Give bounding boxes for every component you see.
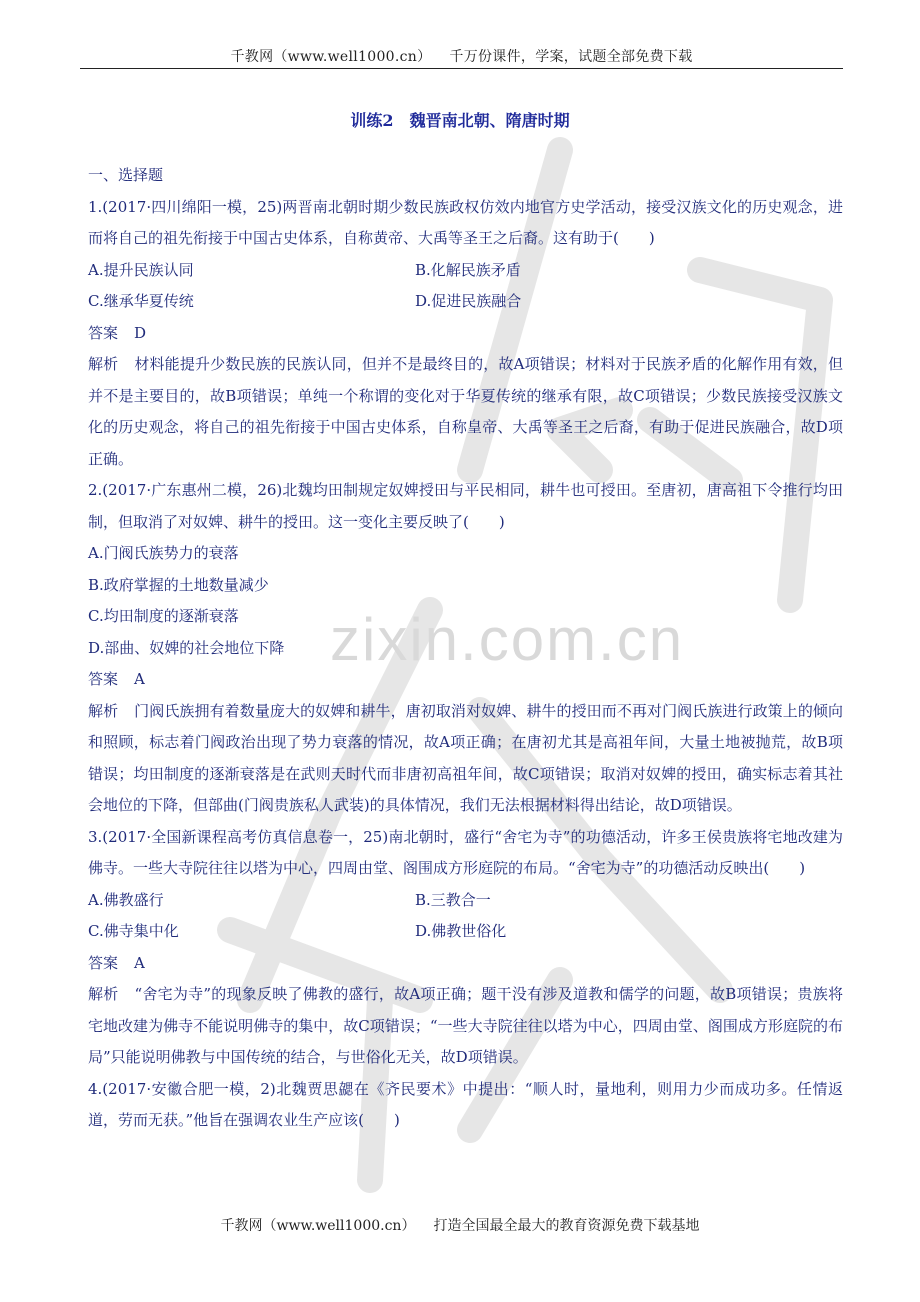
option: A.门阀氏族势力的衰落 xyxy=(88,544,239,562)
option-row xyxy=(88,255,843,287)
page-title xyxy=(0,108,920,131)
analysis-text: “舍宅为寺”的现象反映了佛教的盛行，故A项正确；题干没有涉及道教和儒学的问题，故B项错误；贵族将宅地改建为佛寺不能说明佛寺的集中，故C项错误；“一些大寺院往往以塔为中心，四周由堂、阁围成方形庭院的布局”只能说明佛教与中国传统的结合，与世俗化无关，故D项错误。 xyxy=(88,985,843,1066)
footer-site: 千教网（www.well1000.cn） xyxy=(220,1218,416,1234)
option: A.佛教盛行 xyxy=(88,890,164,909)
answer-value: A xyxy=(134,953,145,972)
option: C.佛寺集中化 xyxy=(88,922,179,940)
option-row xyxy=(88,916,843,948)
header-tagline: 千万份课件，学案，试题全部免费下载 xyxy=(449,49,693,65)
option: D.促进民族融合 xyxy=(415,292,522,310)
option: A.提升民族认同 xyxy=(88,260,194,279)
page-footer xyxy=(0,1215,920,1235)
analysis xyxy=(88,979,843,1074)
answer-label: 答案 xyxy=(88,323,119,342)
analysis-label: 解析 xyxy=(88,985,119,1003)
option-row xyxy=(88,885,843,917)
analysis-label: 解析 xyxy=(88,355,119,373)
analysis-label: 解析 xyxy=(88,701,119,720)
title-label: 训练2 xyxy=(350,111,394,130)
question-stem: 4.(2017·安徽合肥一模，2)北魏贾思勰在《齐民要术》中提出：“顺人时，量地利，则用力少而成功多。任情返道，劳而无获。”他旨在强调农业生产应该( ) xyxy=(88,1079,843,1129)
option: B.政府掌握的土地数量减少 xyxy=(88,575,269,594)
option: D.佛教世俗化 xyxy=(415,922,507,940)
question-stem: 1.(2017·四川绵阳一模，25)两晋南北朝时期少数民族政权仿效内地官方史学活动，接受汉族文化的历史观念，进而将自己的祖先衔接于中国古史体系，自称黄帝、大禹等圣王之后裔。这有助于( ) xyxy=(88,197,843,247)
answer-value: D xyxy=(134,323,147,342)
footer-slogan: 打造全国最全最大的教育资源免费下载基地 xyxy=(433,1218,700,1234)
answer-label: 答案 xyxy=(88,670,119,688)
option: D.部曲、奴婢的社会地位下降 xyxy=(88,638,285,657)
answer-line xyxy=(88,664,843,696)
question-stem: 2.(2017·广东惠州二模，26)北魏均田制规定奴婢授田与平民相同，耕牛也可授田。至唐初，唐高祖下令推行均田制，但取消了对奴婢、耕牛的授田。这一变化主要反映了( ) xyxy=(88,481,843,531)
option: C.继承华夏传统 xyxy=(88,292,194,310)
answer-value: A xyxy=(134,670,145,688)
header-site: 千教网（www.well1000.cn） xyxy=(230,49,432,65)
analysis xyxy=(88,696,843,822)
answer-line xyxy=(88,948,843,980)
question-stem: 3.(2017·全国新课程高考仿真信息卷一，25)南北朝时，盛行“舍宅为寺”的功德活动，许多王侯贵族将宅地改建为佛寺。一些大寺院往往以塔为中心，四周由堂、阁围成方形庭院的布局。“舍宅为寺”的功德活动反映出( ) xyxy=(88,827,843,877)
analysis-text: 门阀氏族拥有着数量庞大的奴婢和耕牛，唐初取消对奴婢、耕牛的授田而不再对门阀氏族进行政策上的倾向和照顾，标志着门阀政治出现了势力衰落的情况，故A项正确；在唐初尤其是高祖年间，大量土地被抛荒，故B项错误；均田制度的逐渐衰落是在武则天时代而非唐初高祖年间，故C项错误；取消对奴婢的授田，确实标志着其社会地位的下降，但部曲(门阀贵族私人武装)的具体情况，我们无法根据材料得出结论，故D项错误。 xyxy=(88,701,843,814)
content xyxy=(88,160,843,1137)
answer-label: 答案 xyxy=(88,953,119,972)
option: B.化解民族矛盾 xyxy=(415,260,521,279)
analysis-text: 材料能提升少数民族的民族认同，但并不是最终目的，故A项错误；材料对于民族矛盾的化解作用有效，但并不是主要目的，故B项错误；单纯一个称谓的变化对于华夏传统的继承有限，故C项错误；少数民族接受汉族文化的历史观念，将自己的祖先衔接于中国古史体系，自称皇帝、大禹等圣王之后裔，有助于促进民族融合，故D项正确。 xyxy=(88,355,843,468)
option: C.均田制度的逐渐衰落 xyxy=(88,607,239,625)
header-divider xyxy=(80,68,843,69)
section-heading: 一、选择题 xyxy=(88,166,164,184)
answer-line xyxy=(88,318,843,350)
option-row xyxy=(88,286,843,318)
option: B.三教合一 xyxy=(415,890,491,909)
analysis xyxy=(88,349,843,475)
title-text: 魏晋南北朝、隋唐时期 xyxy=(409,111,570,130)
watermark-text: zixin.com.cn xyxy=(330,606,685,673)
page-header xyxy=(80,46,843,66)
